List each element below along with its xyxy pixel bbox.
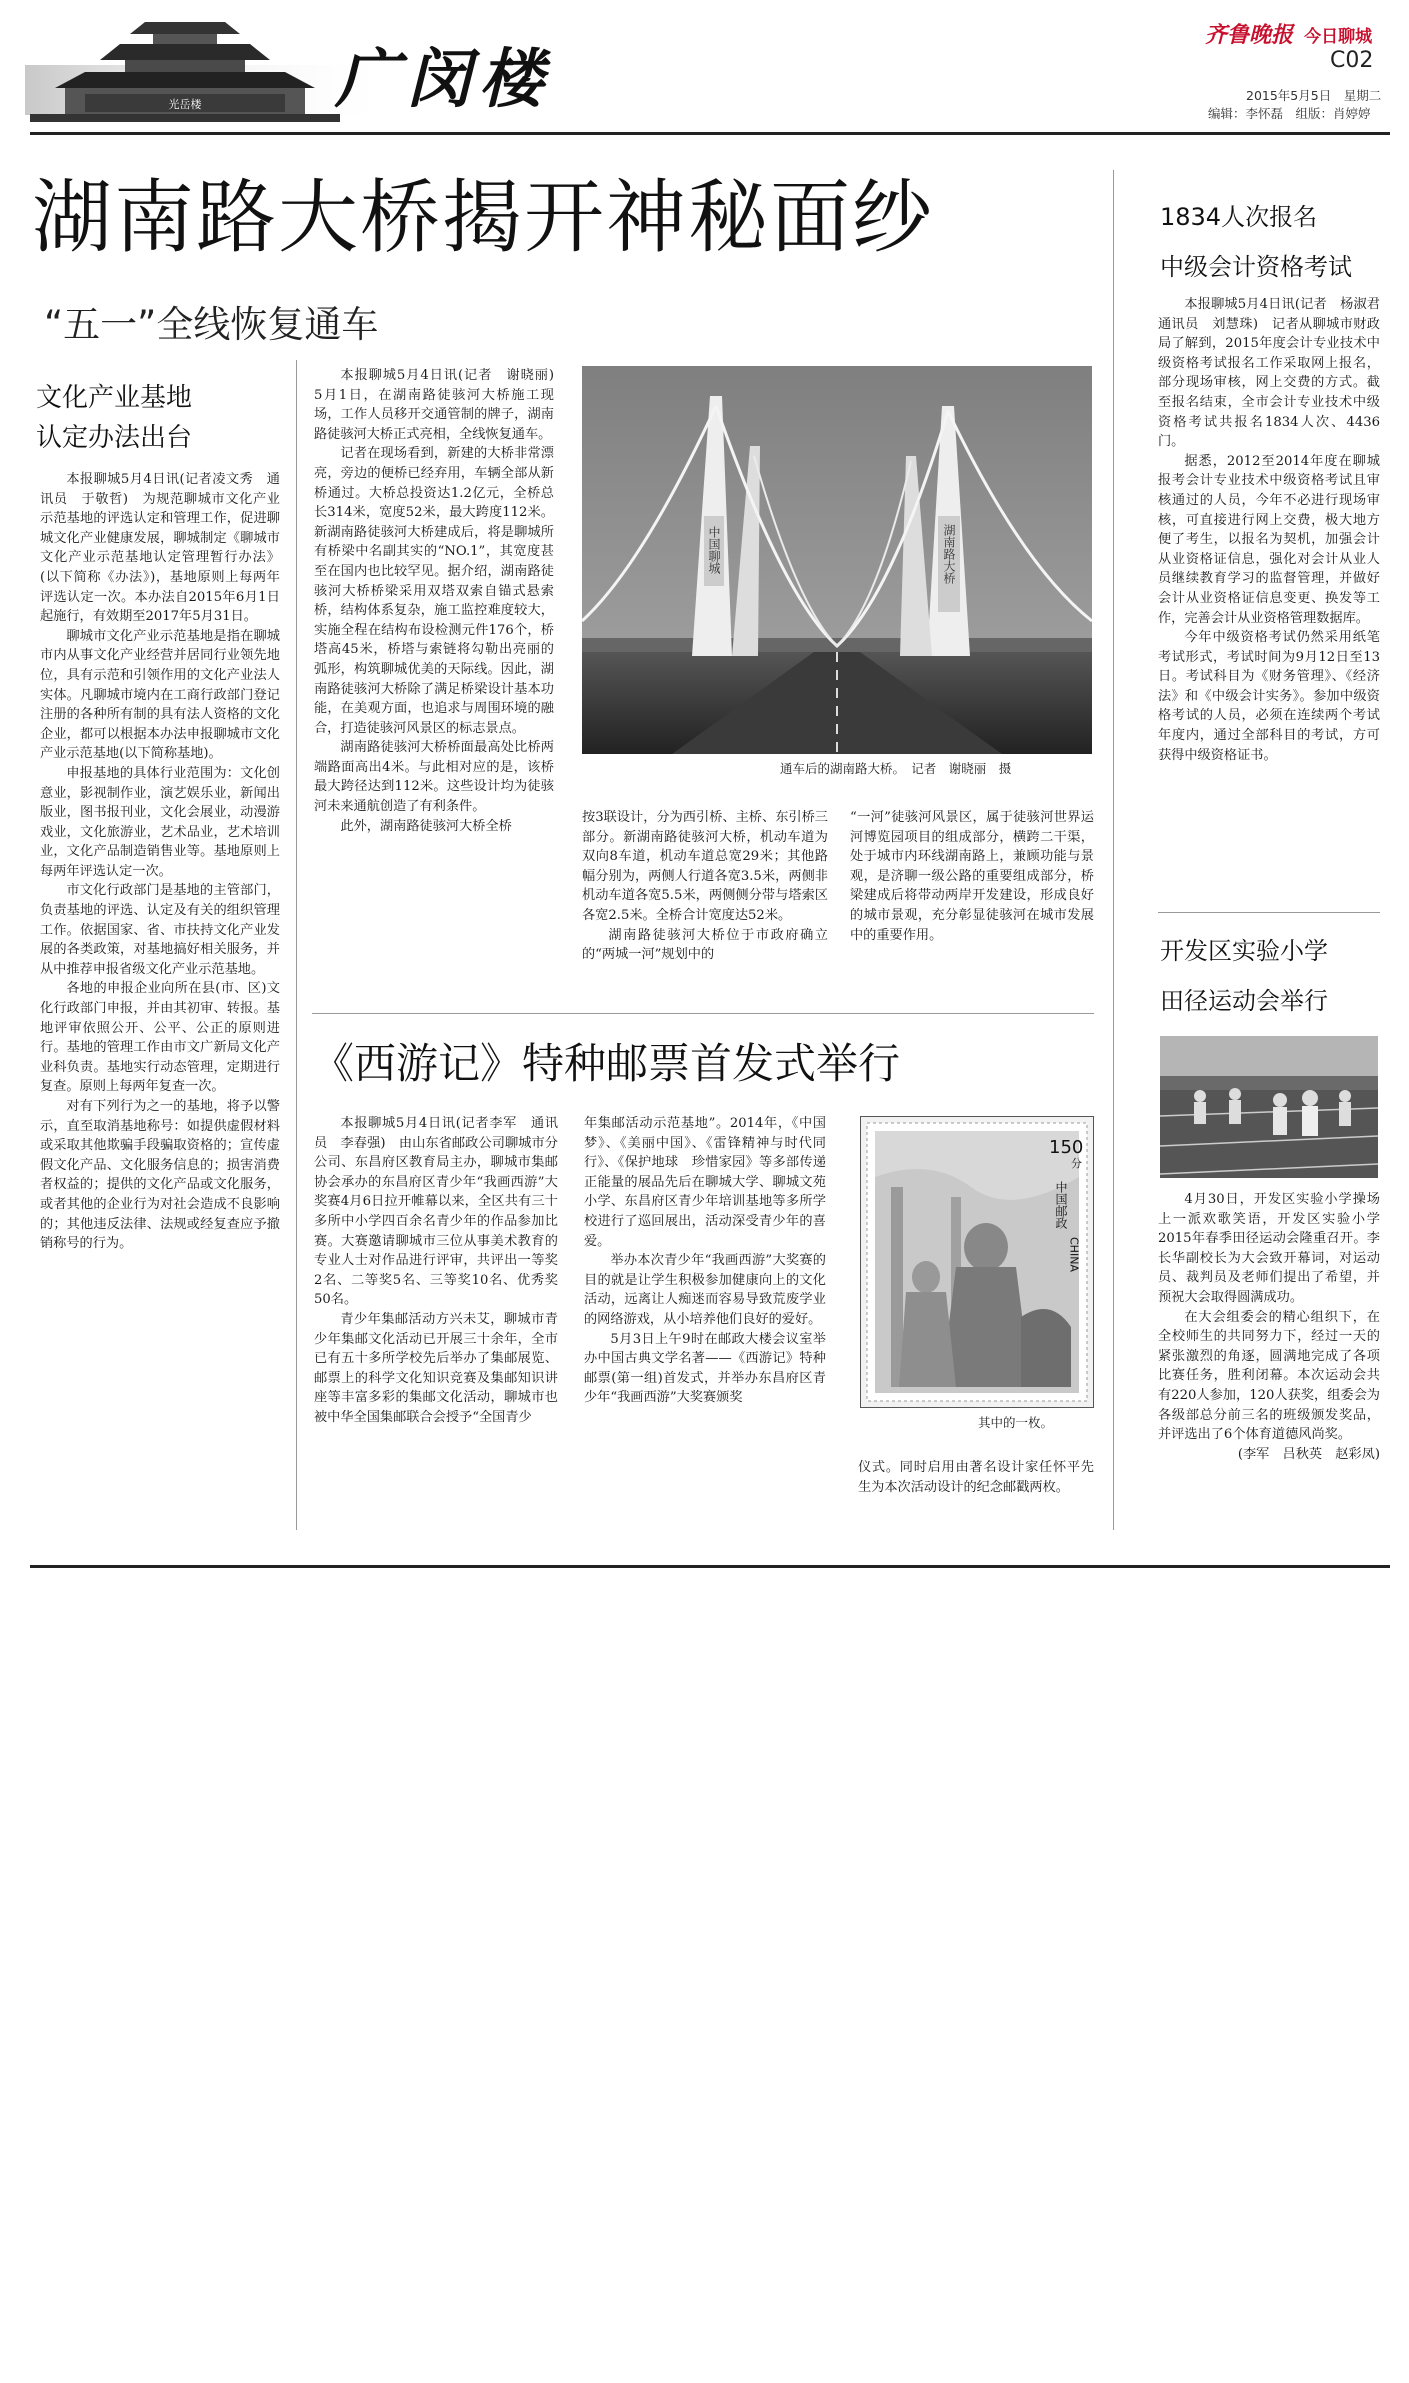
stamp-photo-caption: 其中的一枚。: [978, 1415, 1054, 1430]
right-column-divider: [1113, 170, 1114, 1530]
bridge-paragraph: 此外，湖南路徒骇河大桥全桥: [340, 818, 512, 834]
culture-paragraph: 申报基地的具体行业范围为：文化创意业，影视制作业，演艺娱乐业，新闻出版业，图书报刊业，文化会展业，动漫游戏业，文化旅游业，艺术品业，艺术培训业，文化产品制造销售业等。基地原则上每两年评选认定一次。: [40, 765, 280, 879]
stamp-unit: 分: [1071, 1157, 1082, 1170]
editors: 编辑：李怀磊 组版：肖婷婷: [1208, 106, 1371, 121]
bridge-photo-image: [582, 366, 1092, 754]
bridge-headline: 湖南路大桥揭开神秘面纱: [32, 171, 934, 264]
stamp-paragraph: 本报聊城5月4日讯(记者李军 通讯员 李春强) 由山东省邮政公司聊城市分公司、东昌府区教育局主办，聊城市集邮协会承办的东昌府区青少年“我画西游”大奖赛4月6日拉开帷幕以来，全区共有三十多所中小学四百余名青少年的作品参加比赛。大赛邀请聊城市三位从事美术教育的专业人士对作品进行评审，共评出一等奖2名、二等奖5名、三等奖10名、优秀奖50名。: [314, 1116, 558, 1308]
bridge-paragraph: 湖南路徒骇河大桥位于市政府确立的“两城一河”规划中的: [582, 927, 828, 963]
stamp-country: 中国邮政: [1054, 1181, 1068, 1229]
stamp-latin: CHINA: [1067, 1237, 1081, 1272]
column-divider: [296, 360, 297, 1530]
culture-headline: [36, 378, 192, 458]
sports-photo: [1160, 1036, 1378, 1178]
bridge-paragraph: “一河”徒骇河风景区，属于徒骇河世界运河博览园项目的组成部分，横跨二干渠，处于城市内环线湖南路上，兼顾功能与景观，是济聊一级公路的重要组成部分，桥梁建成后将带动两岸开发建设，形成良好的城市景观，充分彰显徒骇河在城市发展中的重要作用。: [850, 810, 1094, 943]
page-code: C02: [1330, 48, 1374, 73]
accounting-headline-line2: 中级会计资格考试: [1160, 253, 1352, 281]
bridge-column-2: [582, 808, 828, 965]
bridge-bottom-rule: [312, 1013, 1094, 1014]
sports-headline-line1: 开发区实验小学: [1160, 937, 1328, 965]
stamp-column-1: [314, 1114, 558, 1428]
pavilion-sign: 光岳楼: [168, 98, 202, 111]
stamp-paragraph: 举办本次青少年“我画西游”大奖赛的目的就是让学生积极参加健康向上的文化活动，远离让人痴迷而容易导致荒废学业的网络游戏，从小培养他们良好的爱好。: [584, 1253, 826, 1327]
bridge-subhead: “五一”全线恢复通车: [44, 303, 379, 346]
stamp-paragraph: 年集邮活动示范基地”。2014年，《中国梦》、《美丽中国》、《雷锋精神与时代同行》、《保护地球 珍惜家园》等多部传递正能量的展品先后在聊城大学、聊城文苑小学、东昌府区青少年培训基地等多所学校进行了巡回展出，活动深受青少年的喜爱。: [584, 1116, 826, 1249]
sports-byline: (李军 吕秋英 赵彩凤): [1237, 1446, 1380, 1462]
bridge-paragraph: 湖南路徒骇河大桥桥面最高处比桥两端路面高出4米。与此相对应的是，该桥最大跨径达到112米。这些设计均为徒骇河未来通航创造了有利条件。: [314, 740, 554, 815]
culture-paragraph: 各地的申报企业向所在县(市、区)文化行政部门申报，并由其初审、转报。基地评审依照公开、公平、公正的原则进行。基地的管理工作由市文广新局文化产业科负责。基地实行动态管理，定期进行复查。原则上每两年复查一次。: [40, 981, 280, 1095]
accounting-paragraph: 本报聊城5月4日讯(记者 杨淑君 通讯员 刘慧珠) 记者从聊城市财政局了解到，2015年度会计专业技术中级资格考试报名工作采取网上报名，部分现场审核，网上交费的方式。截至报名结束，全市会计专业技术中级资格考试共报名1834人次、4436门。: [1158, 297, 1394, 450]
culture-headline-line2: 认定办法出台: [36, 423, 193, 453]
stamp-paragraph: 青少年集邮活动方兴未艾，聊城市青少年集邮文化活动已开展三十余年，全市已有五十多所学校先后举办了集邮展览、邮票上的科学文化知识竞赛及集邮知识讲座等丰富多彩的集邮文化活动，聊城市也被中华全国集邮联合会授予“全国青少: [314, 1311, 558, 1425]
bridge-photo-caption: 通车后的湖南路大桥。 记者 谢晓丽 摄: [780, 761, 1012, 776]
tower-sign-left: 中国聊城: [707, 526, 721, 574]
section-name: 广闵楼: [335, 42, 551, 117]
culture-paragraph: 市文化行政部门是基地的主管部门，负责基地的评选、认定及有关的组织管理工作。依据国家、省、市扶持文化产业发展的各类政策，对基地搞好相关服务，并从中推荐申报省级文化产业示范基地。: [40, 883, 280, 977]
stamp-image: [861, 1117, 1093, 1407]
bridge-paragraph: 本报聊城5月4日讯(记者 谢晓丽) 5月1日，在湖南路徒骇河大桥施工现场，工作人员移开交通管制的牌子，湖南路徒骇河大桥正式亮相，全线恢复通车。: [314, 368, 568, 442]
stamp-photo: [860, 1116, 1094, 1408]
issue-date: 2015年5月5日 星期二: [1246, 88, 1382, 103]
accounting-paragraph: 今年中级资格考试仍然采用纸笔考试形式，考试时间为9月12日至13日。考试科目为《财务管理》、《经济法》和《中级会计实务》。参加中级资格考试的人员，必须在连续两个考试年度内，通过全部科目的考试，方可获得中级资格证书。: [1158, 630, 1380, 763]
culture-article: [40, 470, 280, 1254]
sports-headline-line2: 田径运动会举行: [1160, 987, 1328, 1015]
sports-paragraph: 在大会组委会的精心组织下，在全校师生的共同努力下，经过一天的紧张激烈的角逐，圆满地完成了各项比赛任务，胜利闭幕。本次运动会共有220人参加，120人获奖，组委会为各级部总分前三名的班级颁发奖品，并评选出了6个体育道德风尚奖。: [1158, 1309, 1380, 1443]
stamp-value: 150: [1049, 1137, 1084, 1158]
page-bottom-rule: [30, 1565, 1390, 1568]
paper-name: 齐鲁晚报: [1205, 23, 1294, 48]
masthead-rule: [30, 132, 1390, 135]
culture-paragraph: 聊城市文化产业示范基地是指在聊城市内从事文化产业经营并居同行业领先地位，具有示范和引领作用的文化产业法人实体。凡聊城市境内在工商行政部门登记注册的各种所有制的具有法人资格的文化企业，都可以根据本办法申报聊城市文化产业示范基地(以下简称基地)。: [40, 628, 280, 762]
culture-paragraph: 对有下列行为之一的基地，将予以警示，直至取消基地称号：如提供虚假材料或采取其他欺骗手段骗取资格的；宣传虚假文化产品、文化服务信息的；损害消费者权益的；提供的文化产品或文化服务，或者其他的企业行为对社会造成不良影响的；其他违反法律、法规或经复查应予撤销称号的行为。: [40, 1099, 280, 1252]
bridge-column-1: [314, 366, 568, 836]
sports-article: [1158, 1190, 1380, 1464]
right-column-rule: [1158, 912, 1380, 913]
accounting-article: [1158, 295, 1394, 765]
stamp-column-3: [858, 1458, 1094, 1497]
sports-photo-image: [1160, 1036, 1378, 1178]
culture-headline-line1: 文化产业基地: [36, 383, 193, 413]
edition-label: 今日聊城: [1304, 27, 1373, 47]
culture-paragraph: 本报聊城5月4日讯(记者凌文秀 通讯员 于敬哲) 为规范聊城市文化产业示范基地的评选认定和管理工作，促进聊城文化产业健康发展，聊城制定《聊城市文化产业示范基地认定管理暂行办法》(以下简称《办法》)，基地原则上每两年评选认定一次。本办法自2015年6月1日起施行，有效期至2017年5月31日。: [40, 472, 280, 625]
accounting-headline-line1: 1834人次报名: [1160, 203, 1318, 231]
sports-headline: [1160, 926, 1328, 1026]
sports-paragraph: 4月30日，开发区实验小学操场上一派欢歌笑语，开发区实验小学2015年春季田径运动会隆重召开。李长华副校长为大会致开幕词，对运动员、裁判员及老师们提出了希望，并预祝大会取得圆满成功。: [1158, 1192, 1380, 1305]
bridge-column-3: [850, 808, 1094, 945]
bridge-photo: [582, 366, 1092, 754]
stamp-column-2: [584, 1114, 826, 1408]
tower-sign-right: 湖南路大桥: [942, 524, 956, 584]
bridge-paragraph: 按3联设计，分为西引桥、主桥、东引桥三部分。新湖南路徒骇河大桥，机动车道为双向8车道，机动车道总宽29米；其他路幅分别为，两侧人行道各宽3.5米，两侧非机动车道各宽5.5米，两侧侧分带与塔索区各宽2.5米。全桥合计宽度达52米。: [582, 810, 828, 923]
bridge-paragraph: 记者在现场看到，新建的大桥非常漂亮，旁边的便桥已经弃用，车辆全部从新桥通过。大桥总投资达1.2亿元，全桥总长314米，宽度52米，最大跨度112米。新湖南路徒骇河大桥建成后，将是聊城所有桥梁中名副其实的“NO.1”，其宽度甚至在国内也比较罕见。据介绍，湖南路徒骇河大桥桥梁采用双塔双索自锚式悬索桥，结构体系复杂，施工监控难度较大，实施全程在结构布设检测元件176个，桥塔高45米，桥塔与索链将勾勒出亮丽的弧形，构筑聊城优美的天际线。因此，湖南路徒骇河大桥除了满足桥梁设计基本功能，在美观方面，也追求与周围环境的融合，打造徒骇河风景区的标志景点。: [314, 446, 554, 736]
masthead: [0, 0, 1409, 130]
accounting-headline: [1160, 192, 1352, 292]
accounting-paragraph: 据悉，2012至2014年度在聊城报考会计专业技术中级资格考试且审核通过的人员，今年不必进行现场审核，可直接进行网上交费，极大地方便了考生，以报名为契机，加强会计从业资格证信息，强化对会计从业人员继续教育学习的监督管理，并做好会计从业资格证信息变更、换发等工作，完善会计从业资格管理数据库。: [1158, 453, 1380, 626]
stamp-paragraph: 仪式。同时启用由著名设计家任怀平先生为本次活动设计的纪念邮戳两枚。: [858, 1460, 1094, 1495]
stamp-headline: 《西游记》特种邮票首发式举行: [312, 1039, 901, 1088]
stamp-paragraph: 5月3日上午9时在邮政大楼会议室举办中国古典文学名著——《西游记》特种邮票(第一组)首发式，并举办东昌府区青少年“我画西游”大奖赛颁奖: [584, 1331, 826, 1406]
